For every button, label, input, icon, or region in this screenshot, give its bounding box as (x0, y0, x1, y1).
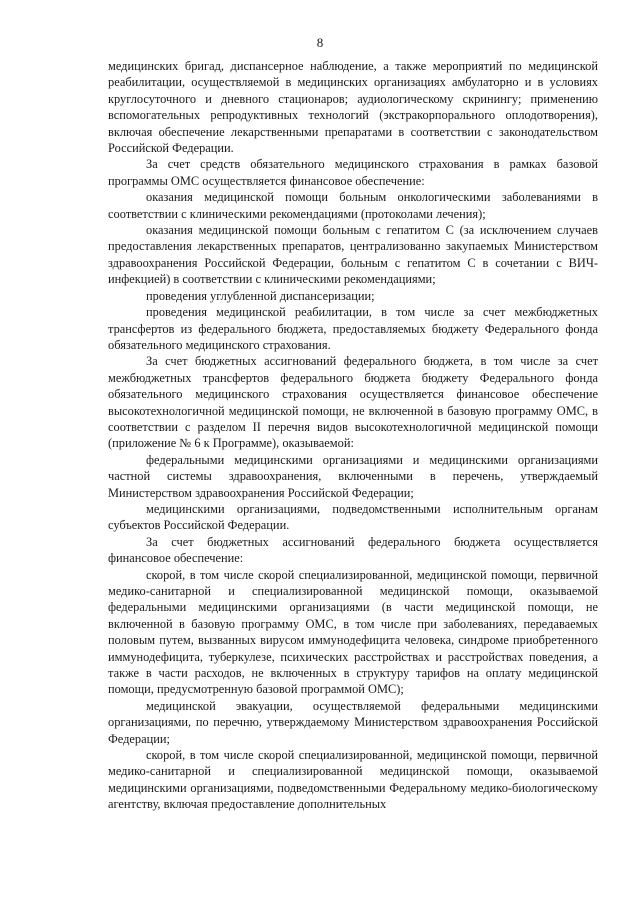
paragraph-dispensary: проведения углубленной диспансеризации; (146, 288, 375, 303)
paragraph-hepatitis-c: оказания медицинской помощи больным с гепатитом С (за исключением случаев предоставления лекарственных препаратов, централизованно закупаемых Министерством здравоохранения Российской Федерации, больным с гепатитом С в сочетании с ВИЧ-инфекцией) в соответствии с клиническими рекомендациями; (108, 223, 598, 287)
paragraph-medical-evacuation: медицинской эвакуации, осуществляемой федеральными медицинскими организациями, по перечню, утверждаемому Министерством здравоохранения Российской Федерации; (108, 698, 598, 746)
paragraph-emergency-federal: скорой, в том числе скорой специализированной, медицинской помощи, первичной медико-санитарной и специализированной медицинской помощи, оказываемой федеральными медицинскими организациями (в части медицинской помощи, не включенной в базовую программу ОМС, в том числе при заболеваниях, передаваемых половым путем, вызванных вирусом иммунодефицита человека, синдроме приобретенного иммунодефицита, туберкулезе, психических расстройствах и расстройствах поведения, а также в части расходов, не включенных в структуру тарифов на оплату медицинской помощи, предусмотренную базовой программой ОМС); (108, 567, 598, 697)
paragraph-federal-budget-htmp: За счет бюджетных ассигнований федерального бюджета, в том числе за счет межбюджетных трансфертов федерального бюджета бюджету Федерального фонда обязательного медицинского страхования осуществляется финансовое обеспечение высокотехнологичной медицинской помощи, не включенной в базовую программу ОМС, в соответствии с разделом II перечня видов высокотехнологичной медицинской помощи (приложение № 6 к Программе), оказываемой: (108, 354, 598, 451)
paragraph-federal-budget-intro: За счет бюджетных ассигнований федерального бюджета осуществляется финансовое обеспечение: (108, 534, 598, 566)
paragraph-continuation: медицинских бригад, диспансерное наблюдение, а также мероприятий по медицинской реабилитации, осуществляемой в медицинских организациях амбулаторно и в условиях круглосуточного и дневного стационаров; аудиологическому скринингу; применению вспомогательных репродуктивных технологий (экстракорпорального оплодотворения), включая обеспечение лекарственными препаратами в соответствии с законодательством Российской Федерации. (108, 59, 598, 156)
paragraph-oncology: оказания медицинской помощи больным онкологическими заболеваниями в соответствии с клиническими рекомендациями (протоколами лечения); (108, 190, 598, 221)
paragraph-federal-organizations: федеральными медицинскими организациями и медицинскими организациями частной системы здравоохранения, включенными в перечень, утверждаемый Министерством здравоохранения Российской Федерации; (108, 452, 598, 500)
paragraph-oms-intro: За счет средств обязательного медицинского страхования в рамках базовой программы ОМС осуществляется финансовое обеспечение: (108, 157, 598, 188)
paragraph-subject-organizations: медицинскими организациями, подведомственными исполнительным органам субъектов Российской Федерации. (108, 501, 598, 533)
paragraph-fmba: скорой, в том числе скорой специализированной, медицинской помощи, первичной медико-санитарной и специализированной медицинской помощи, оказываемой медицинскими организациями, подведомственными Федеральному медико-биологическому агентству, включая предоставление дополнительных (108, 748, 598, 812)
paragraph-rehabilitation: проведения медицинской реабилитации, в том числе за счет межбюджетных трансфертов из федерального бюджета, предоставляемых бюджету Федерального фонда обязательного медицинского страхования. (108, 305, 598, 352)
document-body (108, 58, 598, 813)
page-number: 8 (316, 35, 324, 50)
